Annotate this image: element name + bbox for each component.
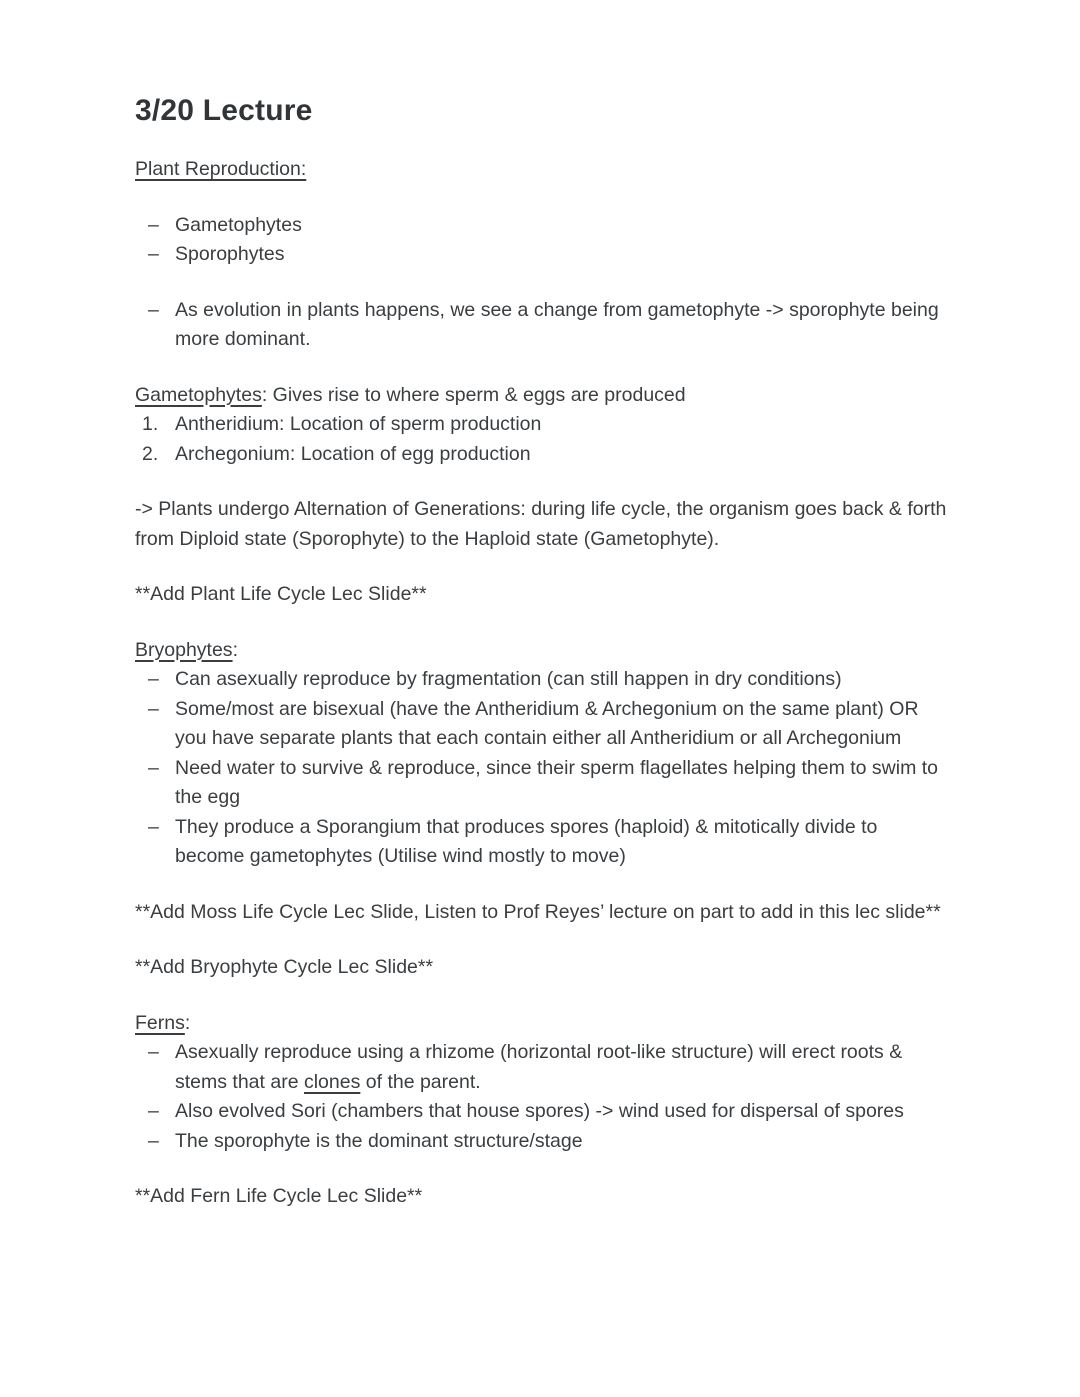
list-item-text — [175, 665, 947, 695]
bullet-item — [135, 813, 947, 872]
bullet-item — [135, 754, 947, 813]
bullet-list — [135, 1038, 947, 1156]
text-run: **Add Fern Life Cycle Lec Slide** — [135, 1185, 423, 1207]
text-run: **Add Moss Life Cycle Lec Slide, Listen to Prof Reyes’ lecture on part to add in this lec slide** — [135, 900, 941, 923]
underlined-text-run: clones — [303, 1070, 361, 1093]
paragraph — [135, 155, 947, 185]
bullet-marker: – — [148, 1041, 159, 1063]
text-run: **Add Bryophyte Cycle Lec Slide** — [135, 956, 434, 978]
list-item-text — [175, 695, 947, 754]
bullet-item — [135, 665, 947, 695]
text-run: of the parent. — [360, 1070, 481, 1093]
paragraph — [135, 495, 947, 554]
list-item-text — [175, 1097, 947, 1127]
list-item-text — [175, 813, 947, 872]
numbered-item — [135, 440, 947, 470]
paragraph — [135, 1182, 947, 1212]
bullet-marker: – — [148, 756, 159, 779]
paragraph — [135, 1009, 947, 1039]
bullet-item — [135, 211, 947, 241]
bullet-marker: – — [148, 697, 159, 720]
paragraph — [135, 898, 947, 928]
list-item-text — [175, 296, 947, 355]
text-run: **Add Plant Life Cycle Lec Slide** — [135, 583, 427, 605]
text-run: : — [232, 638, 238, 661]
text-run: The sporophyte is the dominant structure/stage — [175, 1129, 583, 1152]
number-marker: 2. — [142, 442, 159, 465]
text-run: Antheridium: Location of sperm production — [175, 413, 542, 435]
underlined-text-run: Gametophytes — [135, 383, 262, 406]
list-item-text — [175, 410, 947, 440]
numbered-list — [135, 410, 947, 469]
list-item-text — [175, 1038, 947, 1097]
numbered-item — [135, 410, 947, 440]
document-body — [135, 155, 947, 1212]
bullet-marker: – — [148, 1129, 159, 1152]
text-run: Also evolved Sori (chambers that house spores) -> wind used for dispersal of spores — [175, 1100, 904, 1122]
bullet-marker: – — [148, 213, 159, 236]
list-item-text — [175, 1127, 947, 1157]
number-marker: 1. — [142, 413, 159, 435]
paragraph — [135, 381, 947, 411]
underlined-text-run: Plant Reproduction: — [135, 158, 307, 180]
list-item-text — [175, 240, 947, 270]
text-run: Sporophytes — [175, 243, 285, 265]
bullet-list — [135, 296, 947, 355]
bullet-list — [135, 211, 947, 270]
bullet-marker: – — [148, 815, 159, 838]
text-run: : — [184, 1011, 191, 1034]
bullet-list — [135, 665, 947, 872]
list-item-text — [175, 440, 947, 470]
bullet-marker: – — [148, 1100, 159, 1122]
text-run: Asexually reproduce using a rhizome (horizontal root-like structure) will erect roots & stems that are — [175, 1041, 903, 1093]
bullet-item — [135, 1127, 947, 1157]
bullet-item — [135, 695, 947, 754]
text-run: Need water to survive & reproduce, since their sperm flagellates helping them to swim to the egg — [175, 756, 939, 808]
list-item-text — [175, 211, 947, 241]
text-run: As evolution in plants happens, we see a change from gametophyte -> sporophyte being more dominant. — [175, 298, 939, 350]
text-run: Some/most are bisexual (have the Antheridium & Archegonium on the same plant) OR you have separate plants that each contain either all Antheridium or all Archegonium — [175, 697, 919, 749]
text-run: : Gives rise to where sperm & eggs are produced — [261, 383, 686, 406]
text-run: They produce a Sporangium that produces spores (haploid) & mitotically divide to become gametophytes (Utilise wind mostly to move) — [175, 815, 878, 867]
bullet-item — [135, 1038, 947, 1097]
underlined-text-run: Ferns — [135, 1011, 185, 1034]
bullet-item — [135, 240, 947, 270]
bullet-marker: – — [148, 243, 159, 265]
bullet-item — [135, 296, 947, 355]
text-run: Can asexually reproduce by fragmentation (can still happen in dry conditions) — [175, 668, 842, 690]
paragraph — [135, 580, 947, 610]
paragraph — [135, 953, 947, 983]
bullet-item — [135, 1097, 947, 1127]
bullet-marker: – — [148, 668, 159, 690]
paragraph — [135, 636, 947, 666]
underlined-text-run: Bryophytes — [135, 638, 233, 661]
text-run: Archegonium: Location of egg production — [175, 442, 531, 465]
text-run: -> Plants undergo Alternation of Generations: during life cycle, the organism goes back & forth from Diploid state (Sporophyte) to the Haploid state (Gametophyte). — [135, 498, 947, 550]
bullet-marker: – — [148, 298, 159, 321]
list-item-text — [175, 754, 947, 813]
text-run: Gametophytes — [175, 213, 302, 236]
page-title: 3/20 Lecture — [135, 94, 313, 127]
